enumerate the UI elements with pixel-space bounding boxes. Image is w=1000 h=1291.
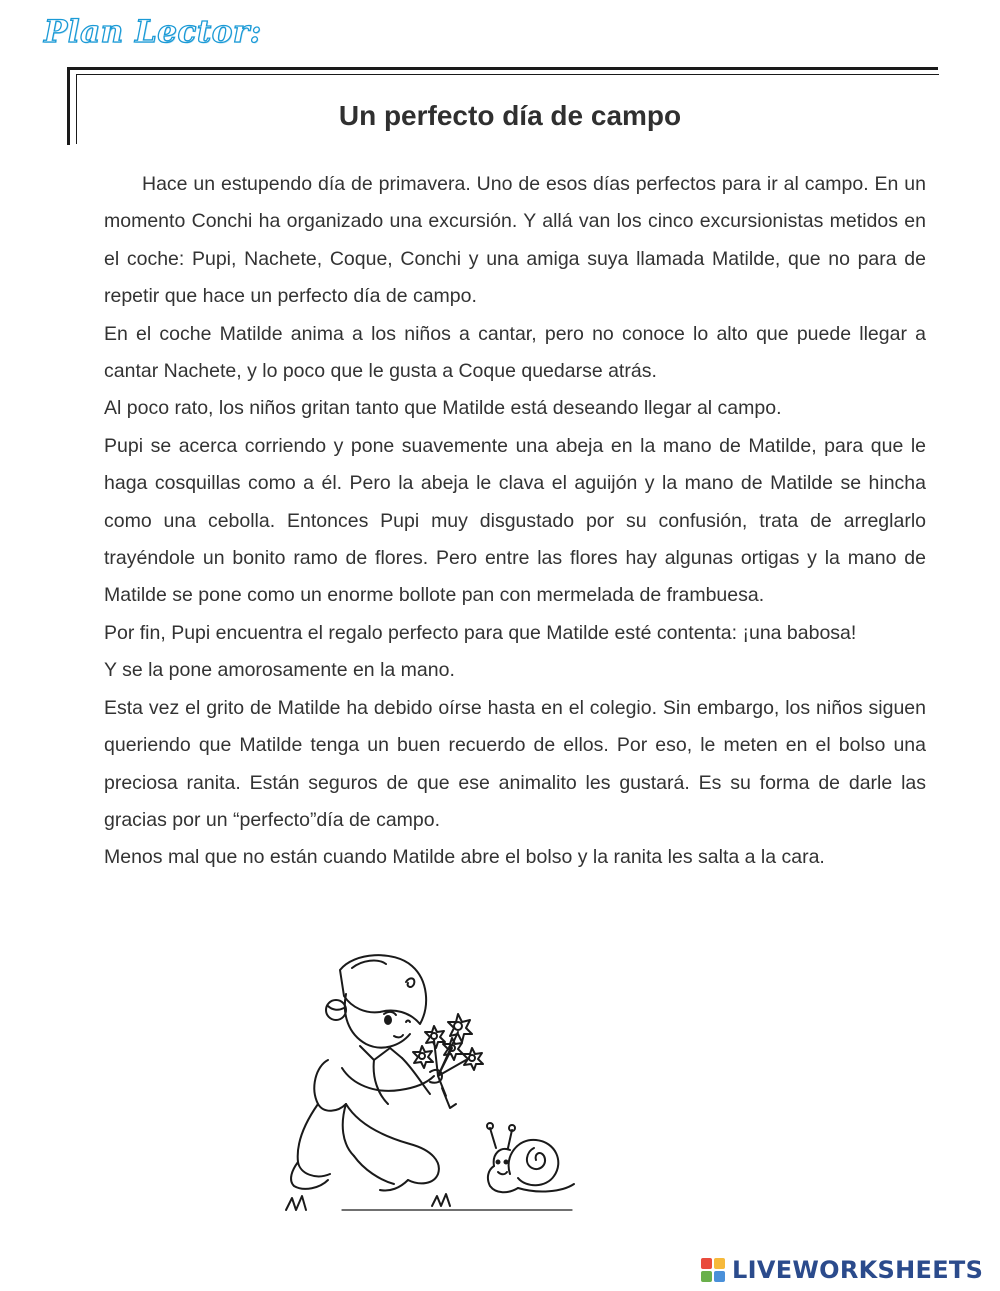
- document-title: Un perfecto día de campo: [338, 100, 682, 131]
- frame-top-outer-line: [67, 67, 938, 70]
- story-paragraph: Por fin, Pupi encuentra el regalo perfecto para que Matilde esté contenta: ¡una babosa!: [104, 621, 857, 644]
- story-paragraph: Al poco rato, los niños gritan tanto que Matilde está deseando llegar al campo.: [104, 397, 782, 420]
- plan-lector-heading: Plan Lector:: [44, 14, 262, 50]
- story-paragraph: Pupi se acerca corriendo y pone suavemente una abeja en la mano de Matilde, para que le haga cosquillas como a él. Pero la abeja le clava el aguijón y la mano de Matilde se hincha como una cebolla. Entonces Pupi muy disgustado por su confusión, trata de arreglarlo trayéndole un bonito ramo de flores. Pero entre las flores hay algunas ortigas y la mano de Matilde se pone como un enorme bollote pan con mermelada de frambuesa.: [104, 434, 926, 607]
- girl-with-flowers-and-snail-illustration: [282, 948, 602, 1224]
- frame-top-inner-line: [76, 74, 939, 75]
- liveworksheets-wordmark: LIVEWORKSHEETS: [732, 1256, 984, 1284]
- story-text: [104, 166, 926, 877]
- liveworksheets-logo-icon: [700, 1257, 726, 1283]
- story-paragraph: En el coche Matilde anima a los niños a cantar, pero no conoce lo alto que puede llegar a cantar Nachete, y lo poco que le gusta a Coque quedarse atrás.: [104, 322, 926, 383]
- story-paragraph: Menos mal que no están cuando Matilde abre el bolso y la ranita les salta a la cara.: [104, 846, 825, 869]
- story-paragraph: Y se la pone amorosamente en la mano.: [104, 659, 455, 682]
- liveworksheets-brand: [700, 1257, 983, 1283]
- story-paragraph: Hace un estupendo día de primavera. Uno de esos días perfectos para ir al campo. En un momento Conchi ha organizado una excursión. Y allá van los cinco excursionistas metidos en el coche: Pupi, Nachete, Coque, Conchi y una amiga suya llamada Matilde, que no para de repetir que hace un perfecto día de campo.: [104, 173, 926, 308]
- story-paragraph: Esta vez el grito de Matilde ha debido oírse hasta en el colegio. Sin embargo, los niños siguen queriendo que Matilde tenga un buen recuerdo de ellos. Por eso, le meten en el bolso una preciosa ranita. Están seguros de que ese animalito les gustará. Es su forma de darle las gracias por un “perfecto”día de campo.: [104, 696, 926, 831]
